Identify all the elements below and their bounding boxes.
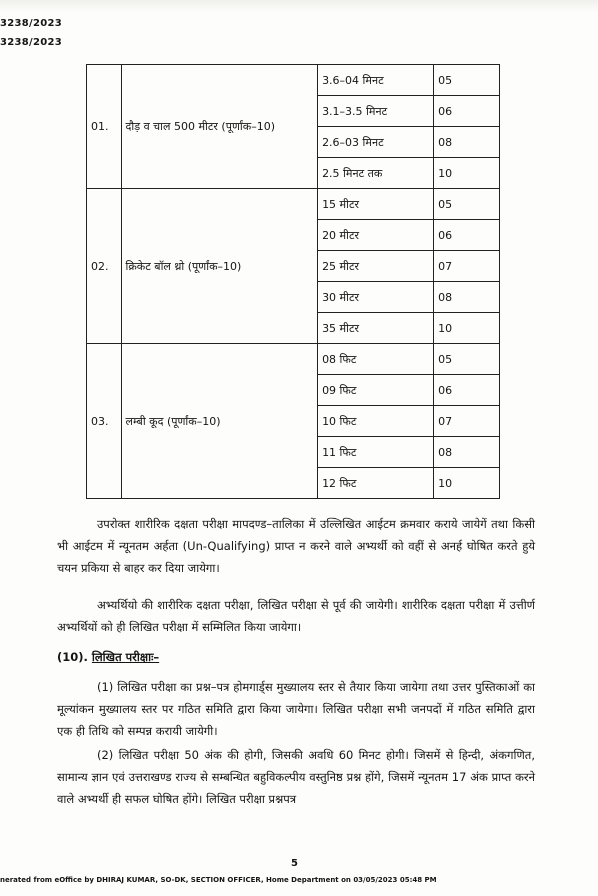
table-row	[87, 344, 500, 375]
marks-cell: 05	[434, 65, 500, 96]
marks-cell: 06	[434, 220, 500, 251]
table-row	[87, 189, 500, 220]
paragraph-test-order	[57, 594, 535, 638]
range-cell: 12 फिट	[318, 468, 434, 499]
marks-cell: 10	[434, 158, 500, 189]
serial-number: 02.	[87, 189, 122, 344]
serial-number: 03.	[87, 344, 122, 499]
range-cell: 2.5 मिनट तक	[318, 158, 434, 189]
range-cell: 08 फिट	[318, 344, 434, 375]
paragraph-text: उपरोक्त शारीरिक दक्षता परीक्षा मापदण्ड–तालिका में उल्लिखित आईटम क्रमवार कराये जायेगें तथा किसी भी आईटम में न्यूनतम अर्हता (Un-Qualifying) प्राप्त न करने वाले अभ्यर्थी को वहीं से अनर्ह घोषित करते हुये चयन प्रकिया से बाहर कर दिया जायेगा।	[57, 517, 535, 575]
range-cell: 35 मीटर	[318, 313, 434, 344]
marks-cell: 10	[434, 313, 500, 344]
marks-cell: 08	[434, 127, 500, 158]
range-cell: 3.1–3.5 मिनट	[318, 96, 434, 127]
page-top-edge	[0, 0, 598, 12]
file-number-line-1: 3238/2023	[0, 18, 63, 29]
range-cell: 11 फिट	[318, 437, 434, 468]
physical-test-criteria-table	[86, 64, 500, 499]
test-item: दौड़ व चाल 500 मीटर (पूर्णांक–10)	[121, 65, 318, 189]
file-number-line-2: 3238/2023	[0, 37, 63, 48]
marks-cell: 07	[434, 406, 500, 437]
paragraph-text: अभ्यर्थियो की शारीरिक दक्षता परीक्षा, लिखित परीक्षा से पूर्व की जायेगी। शारीरिक दक्षता परीक्षा में उत्तीर्ण अभ्यर्थियों को ही लिखित परीक्षा में सम्मिलित किया जायेगा।	[57, 598, 535, 634]
section-number: (10).	[57, 650, 88, 664]
section-heading	[57, 650, 159, 665]
paragraph-disqualification	[57, 513, 535, 579]
paragraph-written-exam-1	[57, 676, 535, 742]
range-cell: 10 फिट	[318, 406, 434, 437]
paragraph-written-exam-2	[57, 744, 535, 810]
marks-cell: 10	[434, 468, 500, 499]
table-row	[87, 65, 500, 96]
marks-cell: 08	[434, 282, 500, 313]
range-cell: 20 मीटर	[318, 220, 434, 251]
paragraph-text: (1) लिखित परीक्षा का प्रश्न–पत्र होमगार्ड्स मुख्यालय स्तर से तैयार किया जायेगा तथा उत्तर पुस्तिकाओं का मूल्यांकन मुख्यालय स्तर पर गठित समिति द्वारा किया जायेगा। लिखित परीक्षा सभी जनपदों में गठित समिति द्वारा एक ही तिथि को सम्पन्न करायी जायेगी।	[57, 680, 535, 738]
section-title: लिखित परीक्षाः–	[91, 650, 160, 664]
marks-cell: 06	[434, 96, 500, 127]
range-cell: 25 मीटर	[318, 251, 434, 282]
serial-number: 01.	[87, 65, 122, 189]
marks-cell: 05	[434, 344, 500, 375]
marks-cell: 07	[434, 251, 500, 282]
range-cell: 30 मीटर	[318, 282, 434, 313]
range-cell: 09 फिट	[318, 375, 434, 406]
range-cell: 3.6–04 मिनट	[318, 65, 434, 96]
range-cell: 15 मीटर	[318, 189, 434, 220]
marks-cell: 05	[434, 189, 500, 220]
eoffice-footer: nerated from eOffice by DHIRAJ KUMAR, SO-DK, SECTION OFFICER, Home Department on 03/05/2023 05:48 PM	[0, 876, 437, 884]
page-number: 5	[291, 858, 298, 869]
range-cell: 2.6–03 मिनट	[318, 127, 434, 158]
paragraph-text: (2) लिखित परीक्षा 50 अंक की होगी, जिसकी अवधि 60 मिनट होगी। जिसमें से हिन्दी, अंकगणित, सामान्य ज्ञान एवं उत्तराखण्ड राज्य से सम्बन्धित बहुविकल्पीय वस्तुनिष्ठ प्रश्न होंगे, जिसमें न्यूनतम 17 अंक प्राप्त करने वाले अभ्यर्थी ही सफल घोषित होंगे। लिखित परीक्षा प्रश्नपत्र	[57, 748, 535, 806]
marks-cell: 08	[434, 437, 500, 468]
test-item: क्रिकेट बॉल थ्रो (पूर्णांक–10)	[121, 189, 318, 344]
marks-cell: 06	[434, 375, 500, 406]
test-item: लम्बी कूद (पूर्णांक–10)	[121, 344, 318, 499]
